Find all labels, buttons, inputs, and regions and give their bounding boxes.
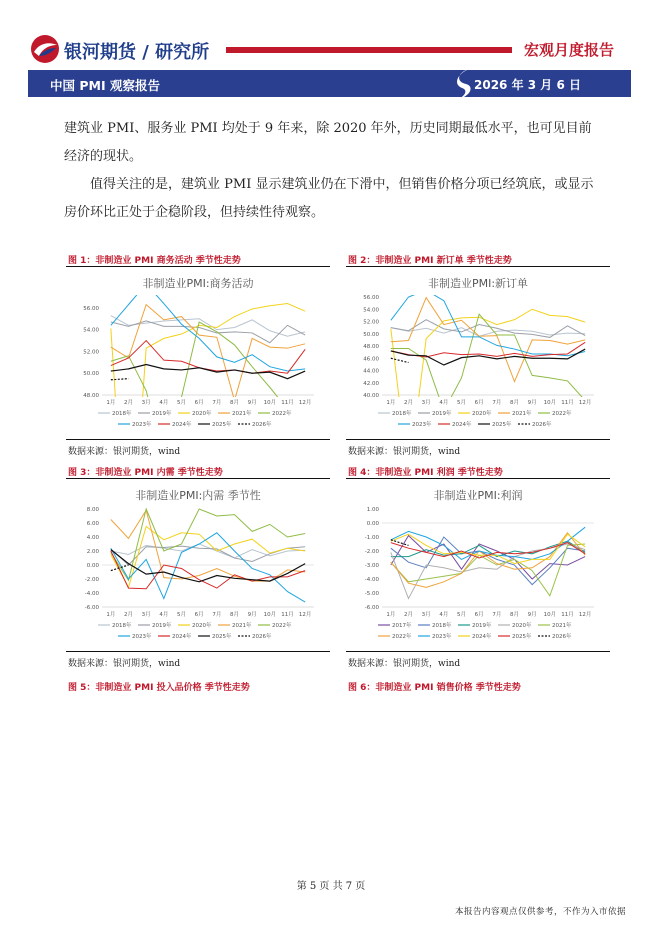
x-tick-label: 8月 — [510, 612, 519, 618]
y-tick-label: 48.00 — [83, 393, 99, 399]
legend-label: 2020年 — [192, 623, 212, 629]
y-tick-label: 1.00 — [366, 507, 379, 513]
x-tick-label: 6月 — [194, 400, 204, 406]
legend-label: 2023年 — [412, 422, 432, 428]
legend-label: 2018年 — [392, 411, 412, 417]
x-tick-label: 11月 — [281, 400, 294, 406]
x-tick-label: 5月 — [457, 612, 466, 618]
x-tick-label: 2月 — [404, 400, 413, 406]
source-note-1: 数据来源：银河期货，wind — [68, 447, 181, 457]
y-tick-label: -6.00 — [364, 605, 379, 611]
disclaimer: 本报告内容观点仅供参考，不作为入市依据 — [454, 907, 626, 917]
header-red-rule — [226, 47, 512, 53]
galaxy-logo-icon — [30, 34, 60, 64]
x-tick-label: 7月 — [492, 400, 502, 406]
y-tick-label: 50.00 — [363, 331, 379, 338]
legend-label: 2023年 — [132, 634, 152, 640]
legend-label: 2023年 — [132, 422, 152, 428]
report-date: 2026 年 3 月 6 日 — [474, 78, 581, 92]
chart-new-orders — [346, 267, 610, 439]
legend-label: 2024年 — [472, 634, 492, 640]
y-tick-label: -2.00 — [84, 577, 99, 583]
y-tick-label: -5.00 — [364, 591, 379, 597]
x-tick-label: 12月 — [298, 400, 312, 406]
figure-1-title: 图 1：非制造业 PMI 商务活动 季节性走势 — [68, 256, 241, 266]
legend-label: 2026年 — [552, 634, 572, 640]
y-tick-label: 44.00 — [363, 368, 379, 375]
page-header — [0, 0, 662, 100]
y-tick-label: 2.00 — [86, 549, 99, 555]
legend-label: 2020年 — [192, 411, 212, 417]
x-tick-label: 4月 — [159, 612, 169, 618]
chart-domestic-demand — [66, 479, 330, 651]
chart-panel-4 — [346, 478, 610, 652]
x-tick-label: 4月 — [159, 400, 169, 406]
series-line — [111, 316, 305, 337]
y-tick-label: 46.00 — [363, 356, 379, 363]
legend-label: 2021年 — [232, 623, 252, 629]
chart-panel-3 — [66, 478, 330, 652]
y-tick-label: -4.00 — [364, 577, 379, 583]
title-banner — [28, 70, 631, 97]
x-tick-label: 9月 — [527, 612, 537, 618]
legend-label: 2018年 — [112, 411, 132, 417]
legend-label: 2018年 — [432, 623, 452, 629]
legend-label: 2024年 — [172, 422, 192, 428]
x-tick-label: 11月 — [561, 400, 574, 406]
page-number: 第 5 页 共 7 页 — [296, 881, 366, 892]
x-tick-label: 5月 — [177, 612, 186, 618]
series-line — [391, 358, 409, 362]
legend-label: 2025年 — [212, 634, 232, 640]
x-tick-label: 11月 — [561, 612, 574, 618]
x-tick-label: 7月 — [492, 612, 502, 618]
legend-label: 2026年 — [252, 422, 272, 428]
x-tick-label: 3月 — [421, 400, 431, 406]
x-tick-label: 3月 — [141, 400, 151, 406]
y-tick-label: -6.00 — [84, 605, 99, 611]
x-tick-label: 12月 — [298, 612, 312, 618]
x-tick-label: 10月 — [263, 400, 277, 406]
series-line — [391, 328, 585, 337]
x-tick-label: 1月 — [386, 612, 396, 618]
series-line — [391, 527, 585, 559]
y-tick-label: -1.00 — [364, 535, 379, 541]
y-tick-label: 8.00 — [86, 507, 99, 513]
legend-label: 2025年 — [212, 422, 232, 428]
x-tick-label: 2月 — [124, 400, 133, 406]
legend-label: 2022年 — [392, 634, 412, 640]
x-tick-label: 1月 — [106, 612, 116, 618]
x-tick-label: 10月 — [543, 612, 557, 618]
x-tick-label: 4月 — [439, 400, 449, 406]
y-tick-label: 48.00 — [363, 344, 379, 350]
x-tick-label: 9月 — [247, 612, 257, 618]
legend-label: 2018年 — [112, 623, 132, 629]
y-tick-label: 56.00 — [363, 295, 379, 301]
swoosh-icon — [452, 66, 478, 102]
figure-3-title: 图 3：非制造业 PMI 内需 季节性走势 — [68, 468, 223, 478]
series-line — [111, 379, 129, 380]
x-tick-label: 8月 — [510, 400, 519, 406]
y-tick-label: 54.00 — [83, 327, 99, 334]
series-line — [391, 309, 585, 439]
x-tick-label: 10月 — [263, 612, 277, 618]
legend-label: 2019年 — [472, 623, 492, 629]
x-tick-label: 5月 — [177, 400, 186, 406]
y-tick-label: 52.00 — [83, 349, 99, 356]
legend-label: 2021年 — [232, 411, 252, 417]
y-tick-label: 0.00 — [86, 563, 99, 569]
x-tick-label: 12月 — [578, 612, 592, 618]
legend-label: 2022年 — [272, 411, 292, 417]
legend-label: 2022年 — [552, 411, 572, 417]
series-line — [111, 305, 305, 401]
legend-label: 2023年 — [432, 634, 452, 640]
series-line — [391, 298, 585, 382]
x-tick-label: 2月 — [404, 612, 413, 618]
x-tick-label: 1月 — [386, 400, 396, 406]
legend-label: 2017年 — [392, 623, 412, 629]
legend-label: 2025年 — [492, 422, 512, 428]
x-tick-label: 5月 — [457, 400, 466, 406]
x-tick-label: 3月 — [421, 612, 431, 618]
series-line — [391, 342, 585, 357]
y-tick-label: 54.00 — [363, 307, 379, 314]
y-tick-label: 0.00 — [366, 521, 379, 527]
x-tick-label: 4月 — [439, 612, 449, 618]
chart-title: 非制造业PMI:商务活动 — [142, 277, 254, 290]
legend-label: 2022年 — [272, 623, 292, 629]
paragraph-2: 值得关注的是，建筑业 PMI 显示建筑业仍在下滑中，但销售价格分项已经筑底，或显示房价环比正处于企稳阶段，但持续性待观察。 — [64, 177, 594, 220]
x-tick-label: 10月 — [543, 400, 557, 406]
x-tick-label: 2月 — [124, 612, 133, 618]
chart-title: 非制造业PMI:新订单 — [427, 277, 529, 290]
legend-label: 2020年 — [512, 623, 532, 629]
legend-label: 2019年 — [152, 623, 172, 629]
x-tick-label: 9月 — [527, 400, 537, 406]
y-tick-label: 4.00 — [86, 535, 99, 541]
source-note-2: 数据来源：银河期货，wind — [348, 447, 461, 457]
banner-title: 中国 PMI 观察报告 — [50, 78, 160, 93]
report-type: 宏观月度报告 — [523, 41, 614, 59]
legend-label: 2025年 — [512, 634, 532, 640]
figure-6-title: 图 6：非制造业 PMI 销售价格 季节性走势 — [348, 683, 521, 693]
chart-title: 非制造业PMI:利润 — [433, 489, 523, 502]
y-tick-label: -4.00 — [84, 591, 99, 597]
legend-label: 2019年 — [432, 411, 452, 417]
y-tick-label: 56.00 — [83, 305, 99, 312]
legend-label: 2021年 — [512, 411, 532, 417]
legend-label: 2026年 — [252, 634, 272, 640]
figure-4-title: 图 4：非制造业 PMI 利润 季节性走势 — [348, 468, 503, 478]
legend-label: 2024年 — [172, 634, 192, 640]
legend-label: 2021年 — [552, 623, 572, 629]
x-tick-label: 8月 — [230, 400, 239, 406]
x-tick-label: 7月 — [212, 400, 222, 406]
x-tick-label: 12月 — [578, 400, 592, 406]
y-tick-label: 40.00 — [363, 393, 379, 399]
y-tick-label: 42.00 — [363, 380, 379, 387]
x-tick-label: 9月 — [247, 400, 257, 406]
paragraph-1: 建筑业 PMI、服务业 PMI 均处于 9 年来，除 2020 年外，历史同期最低水平，也可见目前经济的现状。 — [64, 121, 592, 164]
y-tick-label: 52.00 — [363, 319, 379, 326]
chart-panel-2 — [346, 266, 610, 440]
chart-profit — [346, 479, 610, 651]
y-tick-label: -2.00 — [364, 549, 379, 555]
figure-5-title: 图 5：非制造业 PMI 投入品价格 季节性走势 — [68, 683, 250, 693]
legend-label: 2024年 — [452, 422, 472, 428]
x-tick-label: 6月 — [194, 612, 204, 618]
y-tick-label: 6.00 — [86, 521, 99, 527]
legend-label: 2026年 — [532, 422, 552, 428]
series-line — [391, 349, 585, 365]
source-note-3: 数据来源：银河期货，wind — [68, 659, 181, 669]
x-tick-label: 3月 — [141, 612, 151, 618]
x-tick-label: 6月 — [474, 612, 484, 618]
x-tick-label: 1月 — [106, 400, 116, 406]
legend-label: 2020年 — [472, 411, 492, 417]
chart-business-activity — [66, 267, 330, 439]
legend-label: 2019年 — [152, 411, 172, 417]
x-tick-label: 7月 — [212, 612, 222, 618]
series-line — [391, 314, 585, 411]
chart-title: 非制造业PMI:内需 季节性 — [135, 489, 261, 502]
x-tick-label: 6月 — [474, 400, 484, 406]
y-tick-label: 50.00 — [83, 371, 99, 378]
x-tick-label: 11月 — [281, 612, 294, 618]
chart-panel-1 — [66, 266, 330, 440]
x-tick-label: 8月 — [230, 612, 239, 618]
y-tick-label: -3.00 — [364, 563, 379, 569]
brand-name: 银河期货 / 研究所 — [64, 42, 210, 63]
source-note-4: 数据来源：银河期货，wind — [348, 659, 461, 669]
figure-2-title: 图 2：非制造业 PMI 新订单 季节性走势 — [348, 256, 512, 266]
